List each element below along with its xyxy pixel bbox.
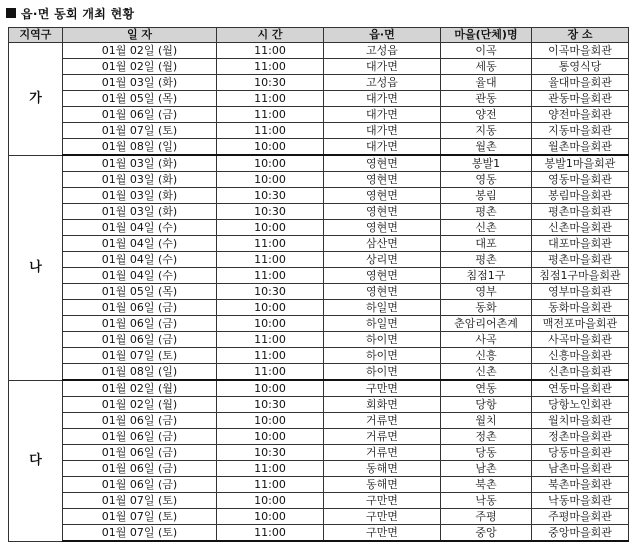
table-row <box>9 123 629 139</box>
cell-village: 낙동 <box>441 493 532 509</box>
cell-time: 11:00 <box>217 236 324 252</box>
cell-township: 거류면 <box>324 445 441 461</box>
cell-village: 관동 <box>441 91 532 107</box>
cell-time: 10:00 <box>217 509 324 525</box>
table-row <box>9 348 629 364</box>
cell-date: 01월 06일 (금) <box>63 107 217 123</box>
cell-township: 구만면 <box>324 493 441 509</box>
cell-date: 01월 07일 (토) <box>63 348 217 364</box>
cell-township: 거류면 <box>324 413 441 429</box>
cell-venue: 월촌마을회관 <box>532 139 629 156</box>
cell-date: 01월 07일 (토) <box>63 123 217 139</box>
table-row <box>9 316 629 332</box>
table-row <box>9 525 629 542</box>
cell-venue: 율대마을회관 <box>532 75 629 91</box>
cell-venue: 동화마을회관 <box>532 300 629 316</box>
cell-date: 01월 02일 (월) <box>63 397 217 413</box>
cell-venue: 신촌마을회관 <box>532 220 629 236</box>
cell-township: 대가면 <box>324 91 441 107</box>
cell-venue: 침점1구마을회관 <box>532 268 629 284</box>
cell-time: 11:00 <box>217 59 324 75</box>
table-row <box>9 172 629 188</box>
cell-date: 01월 06일 (금) <box>63 461 217 477</box>
cell-time: 10:00 <box>217 413 324 429</box>
cell-village: 양전 <box>441 107 532 123</box>
cell-venue: 양전마을회관 <box>532 107 629 123</box>
cell-venue: 봉림마을회관 <box>532 188 629 204</box>
cell-township: 영현면 <box>324 155 441 172</box>
cell-village: 주평 <box>441 509 532 525</box>
table-row <box>9 252 629 268</box>
cell-time: 11:00 <box>217 91 324 107</box>
cell-township: 대가면 <box>324 139 441 156</box>
document-title <box>6 4 134 22</box>
table-row <box>9 300 629 316</box>
cell-township: 하이면 <box>324 332 441 348</box>
cell-township: 구만면 <box>324 380 441 397</box>
cell-village: 지동 <box>441 123 532 139</box>
cell-village: 평촌 <box>441 252 532 268</box>
cell-venue: 월치마을회관 <box>532 413 629 429</box>
cell-township: 대가면 <box>324 59 441 75</box>
cell-time: 10:00 <box>217 172 324 188</box>
cell-venue: 중앙마을회관 <box>532 525 629 542</box>
table-row <box>9 91 629 107</box>
cell-time: 10:00 <box>217 155 324 172</box>
cell-township: 구만면 <box>324 525 441 542</box>
cell-date: 01월 05일 (목) <box>63 284 217 300</box>
cell-date: 01월 08일 (일) <box>63 364 217 381</box>
cell-village: 북촌 <box>441 477 532 493</box>
cell-date: 01월 02일 (월) <box>63 380 217 397</box>
cell-date: 01월 06일 (금) <box>63 445 217 461</box>
table-row <box>9 397 629 413</box>
cell-venue: 낙동마을회관 <box>532 493 629 509</box>
cell-date: 01월 08일 (일) <box>63 139 217 156</box>
cell-date: 01월 06일 (금) <box>63 413 217 429</box>
cell-time: 11:00 <box>217 477 324 493</box>
header-venue: 장 소 <box>532 28 629 43</box>
cell-date: 01월 06일 (금) <box>63 316 217 332</box>
cell-venue: 봉발1마을회관 <box>532 155 629 172</box>
cell-venue: 신흥마을회관 <box>532 348 629 364</box>
cell-township: 거류면 <box>324 429 441 445</box>
cell-date: 01월 03일 (화) <box>63 75 217 91</box>
cell-village: 월촌 <box>441 139 532 156</box>
cell-township: 동해면 <box>324 477 441 493</box>
table-row <box>9 204 629 220</box>
table-row <box>9 59 629 75</box>
cell-time: 11:00 <box>217 525 324 542</box>
cell-venue: 대포마을회관 <box>532 236 629 252</box>
region-cell: 가 <box>9 43 63 156</box>
table-row <box>9 413 629 429</box>
cell-township: 회화면 <box>324 397 441 413</box>
cell-time: 10:30 <box>217 204 324 220</box>
cell-time: 11:00 <box>217 268 324 284</box>
table-row <box>9 493 629 509</box>
cell-date: 01월 07일 (토) <box>63 509 217 525</box>
cell-time: 11:00 <box>217 252 324 268</box>
table-row <box>9 380 629 397</box>
table-body <box>9 43 629 542</box>
cell-time: 11:00 <box>217 461 324 477</box>
cell-time: 11:00 <box>217 332 324 348</box>
cell-time: 10:30 <box>217 284 324 300</box>
cell-venue: 정촌마을회관 <box>532 429 629 445</box>
cell-date: 01월 06일 (금) <box>63 300 217 316</box>
document-title-text: 읍·면 동회 개최 현황 <box>21 6 135 21</box>
table-row <box>9 236 629 252</box>
cell-village: 신촌 <box>441 364 532 381</box>
table-row <box>9 477 629 493</box>
cell-time: 10:00 <box>217 493 324 509</box>
cell-venue: 통영식당 <box>532 59 629 75</box>
cell-township: 하일면 <box>324 300 441 316</box>
cell-village: 세동 <box>441 59 532 75</box>
table-row <box>9 268 629 284</box>
cell-village: 봉발1 <box>441 155 532 172</box>
cell-date: 01월 06일 (금) <box>63 332 217 348</box>
cell-township: 영현면 <box>324 188 441 204</box>
cell-village: 봉림 <box>441 188 532 204</box>
cell-date: 01월 07일 (토) <box>63 493 217 509</box>
header-time: 시 간 <box>217 28 324 43</box>
cell-time: 11:00 <box>217 107 324 123</box>
cell-village: 춘암리어촌계 <box>441 316 532 332</box>
cell-venue: 평촌마을회관 <box>532 204 629 220</box>
cell-time: 10:00 <box>217 380 324 397</box>
cell-venue: 신촌마을회관 <box>532 364 629 381</box>
cell-village: 당항 <box>441 397 532 413</box>
cell-township: 대가면 <box>324 107 441 123</box>
header-village: 마을(단체)명 <box>441 28 532 43</box>
cell-venue: 연동마을회관 <box>532 380 629 397</box>
cell-date: 01월 04일 (수) <box>63 220 217 236</box>
cell-village: 남촌 <box>441 461 532 477</box>
cell-village: 동화 <box>441 300 532 316</box>
cell-venue: 평촌마을회관 <box>532 252 629 268</box>
cell-township: 삼산면 <box>324 236 441 252</box>
cell-date: 01월 03일 (화) <box>63 155 217 172</box>
table-header <box>9 28 629 43</box>
cell-village: 중앙 <box>441 525 532 542</box>
table-row <box>9 107 629 123</box>
table-row <box>9 75 629 91</box>
cell-time: 10:00 <box>217 300 324 316</box>
cell-township: 대가면 <box>324 123 441 139</box>
cell-date: 01월 04일 (수) <box>63 236 217 252</box>
cell-time: 10:00 <box>217 316 324 332</box>
cell-time: 11:00 <box>217 43 324 59</box>
cell-village: 율대 <box>441 75 532 91</box>
cell-township: 영현면 <box>324 172 441 188</box>
cell-date: 01월 02일 (월) <box>63 59 217 75</box>
cell-township: 구만면 <box>324 509 441 525</box>
cell-venue: 맥전포마을회관 <box>532 316 629 332</box>
cell-time: 10:30 <box>217 75 324 91</box>
cell-date: 01월 07일 (토) <box>63 525 217 542</box>
table-row <box>9 188 629 204</box>
cell-venue: 이곡마을회관 <box>532 43 629 59</box>
table-row <box>9 220 629 236</box>
cell-township: 하이면 <box>324 348 441 364</box>
cell-time: 11:00 <box>217 123 324 139</box>
cell-village: 신흥 <box>441 348 532 364</box>
cell-village: 연동 <box>441 380 532 397</box>
cell-township: 상리면 <box>324 252 441 268</box>
header-date: 일 자 <box>63 28 217 43</box>
header-row <box>9 28 629 43</box>
table-row <box>9 43 629 59</box>
cell-township: 고성읍 <box>324 43 441 59</box>
region-cell: 나 <box>9 155 63 380</box>
cell-village: 침점1구 <box>441 268 532 284</box>
cell-township: 영현면 <box>324 268 441 284</box>
cell-village: 영부 <box>441 284 532 300</box>
cell-village: 정촌 <box>441 429 532 445</box>
cell-time: 10:30 <box>217 188 324 204</box>
cell-village: 평촌 <box>441 204 532 220</box>
meeting-schedule-table <box>8 27 629 542</box>
table-row <box>9 364 629 381</box>
cell-village: 영동 <box>441 172 532 188</box>
cell-village: 이곡 <box>441 43 532 59</box>
header-township: 읍·면 <box>324 28 441 43</box>
region-cell: 다 <box>9 380 63 541</box>
table-row <box>9 509 629 525</box>
cell-venue: 관동마을회관 <box>532 91 629 107</box>
header-region: 지역구 <box>9 28 63 43</box>
cell-time: 10:00 <box>217 139 324 156</box>
cell-time: 11:00 <box>217 348 324 364</box>
cell-time: 11:00 <box>217 364 324 381</box>
square-bullet-icon <box>6 8 16 18</box>
cell-village: 대포 <box>441 236 532 252</box>
cell-township: 하이면 <box>324 364 441 381</box>
cell-township: 동해면 <box>324 461 441 477</box>
cell-date: 01월 03일 (화) <box>63 204 217 220</box>
cell-venue: 북촌마을회관 <box>532 477 629 493</box>
cell-township: 고성읍 <box>324 75 441 91</box>
cell-venue: 주평마을회관 <box>532 509 629 525</box>
cell-time: 10:30 <box>217 397 324 413</box>
table-row <box>9 461 629 477</box>
table-row <box>9 332 629 348</box>
cell-time: 10:00 <box>217 220 324 236</box>
cell-date: 01월 03일 (화) <box>63 172 217 188</box>
cell-village: 사곡 <box>441 332 532 348</box>
cell-time: 10:00 <box>217 429 324 445</box>
cell-village: 신촌 <box>441 220 532 236</box>
cell-village: 월치 <box>441 413 532 429</box>
cell-township: 영현면 <box>324 284 441 300</box>
table-row <box>9 139 629 156</box>
cell-date: 01월 06일 (금) <box>63 477 217 493</box>
cell-venue: 영부마을회관 <box>532 284 629 300</box>
table-row <box>9 445 629 461</box>
cell-venue: 영동마을회관 <box>532 172 629 188</box>
cell-venue: 사곡마을회관 <box>532 332 629 348</box>
table-row <box>9 155 629 172</box>
cell-date: 01월 02일 (월) <box>63 43 217 59</box>
cell-township: 영현면 <box>324 204 441 220</box>
cell-township: 영현면 <box>324 220 441 236</box>
cell-township: 하일면 <box>324 316 441 332</box>
table-row <box>9 429 629 445</box>
cell-venue: 지동마을회관 <box>532 123 629 139</box>
cell-date: 01월 05일 (목) <box>63 91 217 107</box>
cell-date: 01월 06일 (금) <box>63 429 217 445</box>
cell-village: 당동 <box>441 445 532 461</box>
cell-venue: 당항노인회관 <box>532 397 629 413</box>
cell-date: 01월 04일 (수) <box>63 268 217 284</box>
cell-date: 01월 03일 (화) <box>63 188 217 204</box>
table-row <box>9 284 629 300</box>
cell-time: 10:30 <box>217 445 324 461</box>
cell-venue: 당동마을회관 <box>532 445 629 461</box>
cell-date: 01월 04일 (수) <box>63 252 217 268</box>
cell-venue: 남촌마을회관 <box>532 461 629 477</box>
